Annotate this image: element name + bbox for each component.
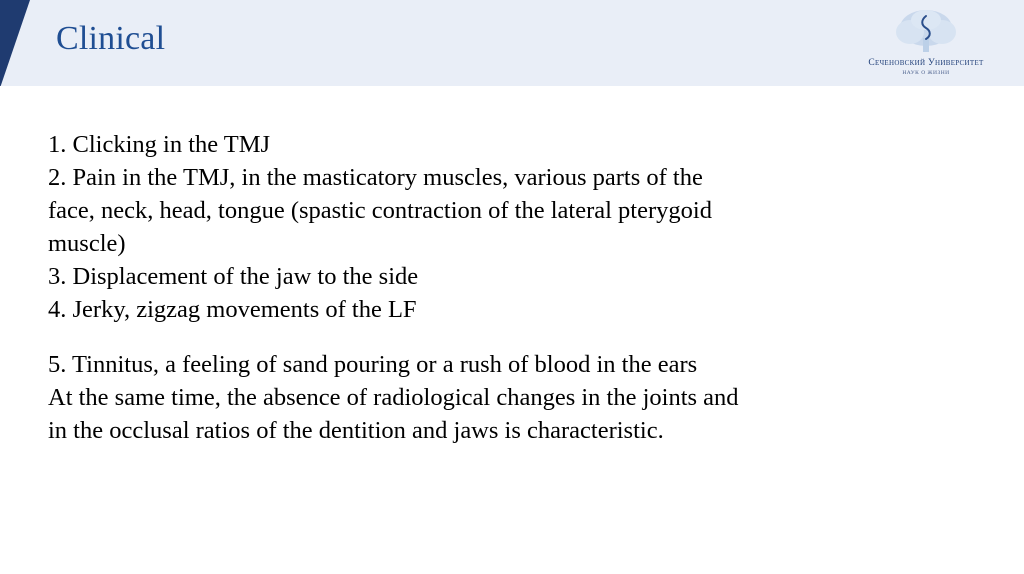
page-title: Clinical [56, 20, 166, 57]
logo-university-name: Сеченовский Университет [868, 58, 984, 68]
slide-body [48, 128, 960, 447]
tree-emblem-icon [856, 8, 996, 58]
logo-tagline: НАУК О ЖИЗНИ [902, 70, 950, 76]
list-item: 5. Tinnitus, a feeling of sand pouring or a rush of blood in the ears [48, 351, 698, 378]
slide-header [0, 0, 1024, 88]
header-accent-triangle [0, 0, 30, 88]
list-item: face, neck, head, tongue (spastic contraction of the lateral pterygoid [48, 197, 712, 224]
list-item: At the same time, the absence of radiological changes in the joints and [48, 384, 739, 411]
list-item: in the occlusal ratios of the dentition and jaws is characteristic. [48, 417, 664, 444]
list-item: 3. Displacement of the jaw to the side [48, 263, 419, 290]
list-item: 1. Clicking in the TMJ [48, 131, 271, 158]
university-logo [856, 8, 996, 82]
list-item: 2. Pain in the TMJ, in the masticatory muscles, various parts of the [48, 164, 703, 191]
header-divider [0, 86, 1024, 88]
clinical-notes-paragraph [48, 348, 960, 447]
list-item: 4. Jerky, zigzag movements of the LF [48, 296, 417, 323]
clinical-signs-list [48, 128, 960, 326]
list-item: muscle) [48, 230, 126, 257]
